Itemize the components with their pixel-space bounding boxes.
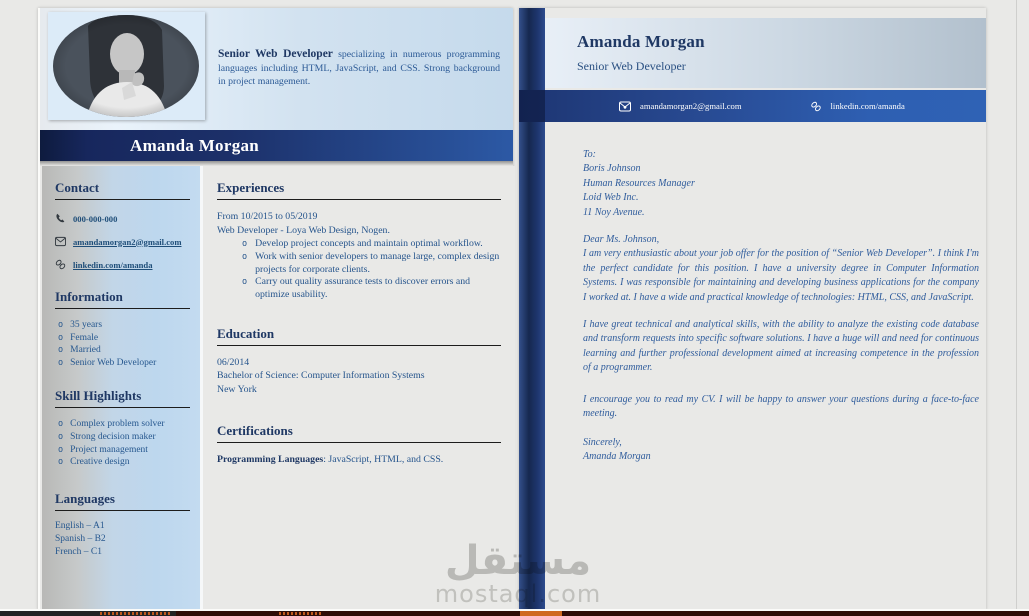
letter-email-link[interactable]: amandamorgan2@gmail.com bbox=[640, 101, 742, 111]
email-icon bbox=[619, 101, 631, 112]
phone-row bbox=[55, 213, 192, 224]
certifications-title: Certifications bbox=[217, 423, 293, 439]
taskbar-orange-solid-segment bbox=[520, 611, 562, 616]
letter-paragraph-1: I am very enthusiastic about your job offer for the position of “Senior Web Developer”. I think I'm the perfect candidate for this position. I have a university degree in Computer Information Systems. I was responsible for maintaining and developing business applications for the company I worked at. I have a wide and practical knowledge of technologies: HTML, CSS, and JavaScript. bbox=[583, 248, 979, 303]
experience-role: Web Developer - Loya Web Design, Nogen. bbox=[217, 224, 390, 236]
cv-intro-rest: specializing in numerous programming languages including HTML, JavaScript, and CSS. Strong background in project management. bbox=[218, 49, 500, 87]
language-item: Spanish – B2 bbox=[55, 533, 106, 544]
section-rule bbox=[55, 510, 190, 511]
link-icon bbox=[55, 259, 66, 270]
section-rule bbox=[55, 407, 190, 408]
cv-page bbox=[38, 8, 513, 610]
letter-name: Amanda Morgan bbox=[577, 32, 705, 51]
cv-name: Amanda Morgan bbox=[130, 136, 260, 155]
skill-item: o Project management bbox=[55, 444, 192, 457]
email-row[interactable] bbox=[55, 236, 192, 247]
languages-title: Languages bbox=[55, 490, 115, 506]
education-title: Education bbox=[217, 325, 275, 341]
email-link[interactable]: amandamorgan2@gmail.com bbox=[73, 236, 182, 247]
contact-section bbox=[55, 180, 192, 270]
letter-body bbox=[583, 148, 979, 464]
languages-section bbox=[55, 491, 192, 559]
skills-section bbox=[55, 388, 192, 468]
education-degree: Bachelor of Science: Computer Information Systems bbox=[217, 370, 425, 382]
cv-sidebar bbox=[42, 166, 200, 610]
recipient-line: To: bbox=[583, 149, 596, 160]
section-rule bbox=[217, 199, 501, 200]
skill-item: o Strong decision maker bbox=[55, 431, 192, 444]
letter-header-band bbox=[545, 18, 986, 88]
experiences-section bbox=[217, 180, 501, 302]
experience-bullet: o Develop project concepts and maintain optimal workflow. bbox=[217, 238, 501, 251]
letter-contact-bar bbox=[519, 90, 986, 122]
letter-paragraph-3: I encourage you to read my CV. I will be happy to answer your questions during a face-to-face meeting. bbox=[583, 393, 979, 420]
letter-email-row[interactable] bbox=[619, 101, 742, 112]
mostaql-logo-arabic: مستقل bbox=[444, 538, 592, 584]
education-location: New York bbox=[217, 383, 257, 395]
linkedin-row[interactable] bbox=[55, 259, 192, 270]
section-rule bbox=[217, 442, 501, 443]
skill-item: o Complex problem solver bbox=[55, 418, 192, 431]
experiences-title: Experiences bbox=[217, 180, 285, 195]
section-rule bbox=[217, 345, 501, 346]
information-title: Information bbox=[55, 289, 123, 304]
recipient-line: Human Resources Manager bbox=[583, 177, 695, 189]
contact-bar-cap bbox=[519, 90, 545, 122]
window-edge-line bbox=[1016, 0, 1017, 611]
letter-linkedin-link[interactable]: linkedin.com/amanda bbox=[830, 101, 905, 111]
phone-icon bbox=[55, 213, 66, 224]
experience-period: From 10/2015 to 05/2019 bbox=[217, 211, 318, 222]
experience-bullet: o Work with senior developers to manage large, complex design projects for corporate clients. bbox=[217, 251, 501, 277]
mostaql-domain: mostaql.com bbox=[434, 580, 602, 608]
certification-label: Programming Languages bbox=[217, 454, 324, 466]
education-date: 06/2014 bbox=[217, 356, 250, 368]
language-item: French – C1 bbox=[55, 546, 102, 557]
info-item: o Senior Web Developer bbox=[55, 357, 192, 370]
profile-photo bbox=[48, 12, 205, 120]
experience-bullet: o Carry out quality assurance tests to discover errors and optimize usability. bbox=[217, 276, 501, 302]
cv-intro-text bbox=[218, 48, 500, 89]
taskbar-orange-dotted-segment bbox=[279, 612, 321, 615]
cv-main-column bbox=[203, 166, 515, 610]
certifications-section bbox=[217, 423, 501, 467]
profile-photo-illustration bbox=[48, 12, 205, 120]
language-item: English – A1 bbox=[55, 520, 105, 531]
cover-letter-page bbox=[519, 8, 986, 610]
email-icon bbox=[55, 236, 66, 247]
letter-paragraph-2: I have great technical and analytical skills, with the ability to analyze the existing code database and transform requests into specific software solutions. I have a huge will and need for continuous learning and further professional development aimed at increasing competence in the profession of a programmer. bbox=[583, 319, 979, 374]
info-item: o Female bbox=[55, 332, 192, 345]
recipient-line: Loid Web Inc. bbox=[583, 192, 639, 204]
info-item: o 35 years bbox=[55, 319, 192, 332]
letter-linkedin-row[interactable] bbox=[810, 101, 905, 112]
education-section bbox=[217, 326, 501, 397]
closing-signature: Amanda Morgan bbox=[583, 450, 651, 462]
bottom-taskbar-sliver bbox=[0, 611, 1029, 616]
section-rule bbox=[55, 308, 190, 309]
section-rule bbox=[55, 199, 190, 200]
salutation: Dear Ms. Johnson, bbox=[583, 234, 660, 246]
link-icon bbox=[810, 101, 822, 112]
phone-number: 000-000-000 bbox=[73, 213, 118, 224]
skill-item: o Creative design bbox=[55, 456, 192, 469]
linkedin-link[interactable]: linkedin.com/amanda bbox=[73, 259, 153, 270]
info-item: o Married bbox=[55, 344, 192, 357]
recipient-line: Boris Johnson bbox=[583, 163, 641, 175]
cv-intro-lead: Senior Web Developer bbox=[218, 48, 333, 60]
information-section bbox=[55, 289, 192, 369]
contact-title: Contact bbox=[55, 180, 100, 195]
recipient-line: 11 Noy Avenue. bbox=[583, 206, 645, 218]
cv-name-banner bbox=[40, 130, 513, 161]
letter-subtitle: Senior Web Developer bbox=[577, 59, 686, 73]
taskbar-orange-dotted-segment bbox=[100, 612, 172, 615]
cv-header-band bbox=[40, 8, 513, 130]
skills-title: Skill Highlights bbox=[55, 388, 142, 404]
certification-text: : JavaScript, HTML, and CSS. bbox=[323, 454, 444, 466]
closing-line: Sincerely, bbox=[583, 436, 622, 448]
